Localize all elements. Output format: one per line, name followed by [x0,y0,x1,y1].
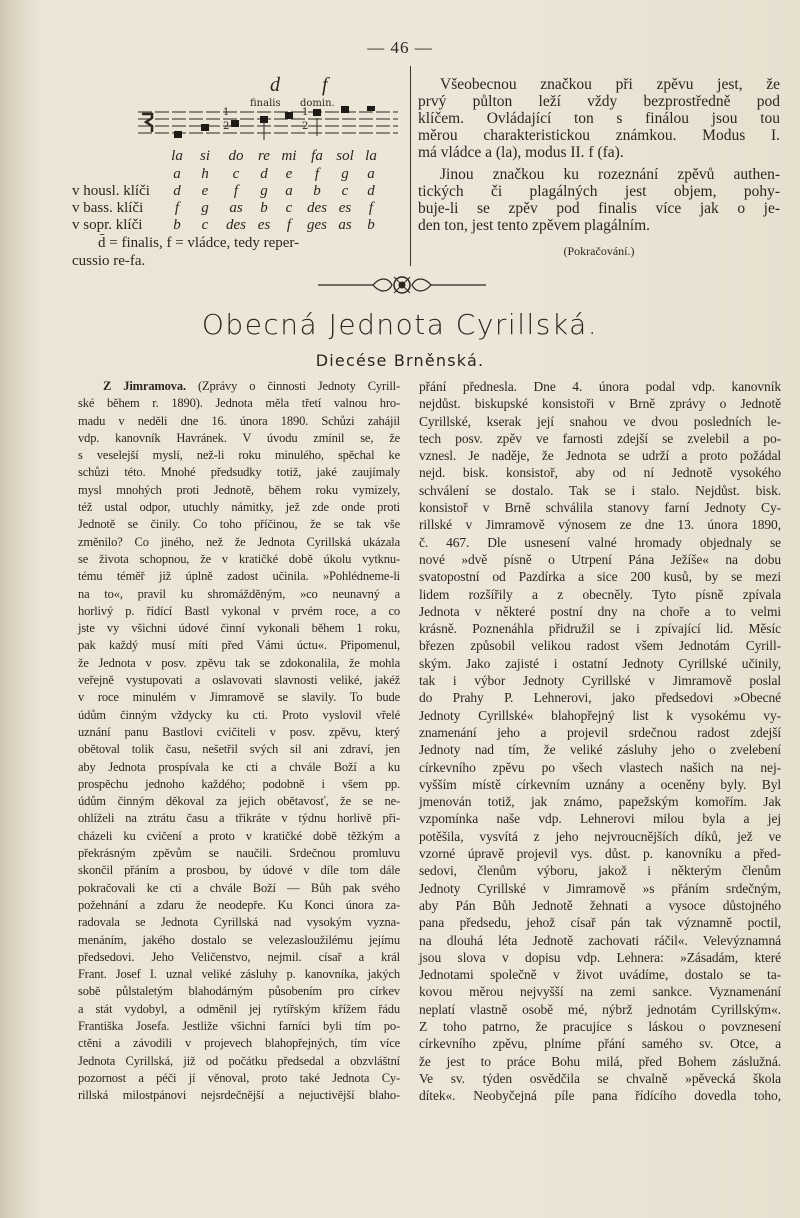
text-line: pokračovali ke cti a chvále Boží — Bůh pak svého [78,880,400,895]
note-cell: d [173,183,181,199]
text-line: že jest to práce Bohu milá, před Bohem záslužná. [419,1053,781,1069]
clef-label: v bass. klíči [72,200,144,216]
staff-mark: 1 [223,107,230,118]
article-subtitle: Diecése Brněnská. [315,351,485,370]
note-cell: d [367,183,375,199]
text-line: svatopostní od Pazdírka a sice 200 kusů, by se mezi [419,569,781,585]
note-cell: c [341,183,349,199]
staff-mark: 1 [302,107,309,118]
note-cell: la [365,148,377,164]
text-line: č. 467. Dle usnesení valné hromady objednaly se [419,534,781,550]
note-cell: b [367,217,375,233]
text-line: církevního zpěvu po všech vlastech našich na nej- [419,759,781,775]
text-line: s veselejší myslí, než-li roku minulého, spěchal ke [78,448,400,463]
lead-bold: Z Jimramova. [103,379,186,393]
text-line: jsou slova v dopisu vdp. Lehnera: »Zásadám, které [419,949,781,965]
note-cell: g [260,183,268,199]
text-line: konsistoř v Brně schválila stanovy farní Jednoty Cy- [419,500,781,516]
text-line: klíčem. Ovládající ton s finálou jsou tou [418,110,780,127]
text-line: ctěni a závodili v projevech blahopřejných, tím více [78,1036,400,1051]
text-line: v roce minulém v Jimramově se slavily. To bude [78,690,400,705]
text-line: ské během r. 1890). Jednota měla třetí valnou hro- [78,396,400,411]
text-line: veřejně vystupovati a oslavovati slavnosti veliké, jakéž [78,673,400,688]
finalis-label: finalis [250,98,281,109]
text-line: vzpomínka naše vdp. Lehnerovi milou byla a jej [419,811,781,827]
text-line: a stát vydobyl, a odměnil jej rytířským křížem řádu [78,1001,400,1016]
text-line: nejdůst. biskupské konsistoři v Brně zprávy o Jednotě [419,396,781,412]
clef-label: v sopr. klíči [72,217,143,233]
text-line: Cyrillské, kserak její snahou ve dvou posledních le- [419,413,781,429]
note-cell: re [258,148,270,164]
text-line: též ustal odpor, utuchly námitky, jež zde onde proti [78,500,400,515]
legend-line-2: cussio re-fa. [72,253,146,269]
text-line: ským. Jako zajisté i ostatní Jednoty Cyrillské učinily, [419,655,781,671]
note-cell: a [285,183,293,199]
text-line: na dlouhá léta Jednotě zachovati ráčil«. Velevýznamná [419,932,781,948]
text-line: Jednoty Cyrillské v Jimramově »s přáním srdečným, [419,880,781,896]
text-line: tak i výbor Jednoty Cyrillské v Jimramově poslal [419,673,781,689]
text-line: Jinou značkou ku rozeznání zpěvů authen- [440,166,780,183]
text-line: tému téměř již úplně zadost učinila. »Pohlédneme-li [78,569,400,584]
text-line: Jednota Cyrillská, již od počátku předsedal a obzvláštní [78,1053,400,1068]
text-line: neplatí vlastně osobě mé, nýbrž jednotám Cyrillským«. [419,1001,781,1017]
note-cell: c [285,200,293,216]
text-line: Františka Josefa. Jestliže všichni farníci byli tím po- [78,1018,400,1033]
text-line: církevního zpěvu, plníme přání samého sv. Otce, a [419,1036,781,1052]
text-line: překrásným zpěvům se naučili. Srdečnou promluvu [78,846,400,861]
text-line: vzorné úpravě projevil vys. důst. p. kanovníku a před- [419,846,781,862]
text-line: cházeli ku cvičení a proto v kratičké době těžkým a [78,828,400,843]
note-cell: d [260,166,268,182]
text-line: Frant. Josef I. uznal veliké zásluhy p. kanovníka, jakých [78,967,400,982]
column-divider [410,66,411,266]
note-cell: a [367,166,375,182]
text-line: krásně. Poznenáhla přidružil se i zpívající lid. Měsíc [419,621,781,637]
note-cell: es [338,200,352,216]
text-line: schůzi této. Mnohé předsudky totiž, jaké zaujímaly [78,465,400,480]
note-cell: h [201,166,209,182]
note-cell: fa [311,148,323,164]
note-cell: e [285,166,293,182]
text-line: pak každý musí míti před Vámi úctu«. Připomenul, [78,638,400,653]
text-line: Jednoty nad tím, že veliké zásluhy jeho o zvelebení [419,742,781,758]
dominant-label: domin. [300,98,335,109]
text-line: údům činným vždycky ku cti. Proto vyslovil vřelé [78,707,400,722]
note-cell: as [229,200,243,216]
text-line: vdp. kanovník Havránek. V úvodu zmínil se, že [78,430,400,445]
text-line: lidem rozšířily a z obecněly. Tyto písně zpívala [419,586,781,602]
text-line-rest: (Zprávy o činnosti Jednoty Cyrill- [185,379,401,393]
left-column [78,378,400,1104]
note-cell: es [257,217,271,233]
dominant-note: f [322,74,328,96]
note-cell: f [174,200,180,216]
note-cell: la [171,148,183,164]
continued-note: (Pokračování.) [563,244,635,258]
text-line: den ton, jest tento zpěvem plagálním. [418,217,651,234]
text-line: březen způsobil velikou radost všem Jednotám Cyrill- [419,638,781,654]
text-line: pana předsedu, jehož císař pán tak významně poctil, [419,915,781,931]
article-title: Obecná Jednota Cyrillská. [201,308,599,341]
note-cell: b [313,183,321,199]
clef-row [0,199,400,217]
text-line: sedovi, členům výboru, jakož i některým členům [419,863,781,879]
note-cell: f [314,166,320,182]
text-line: Všeobecnou značkou při zpěvu jest, že [440,76,780,93]
clef-label: v housl. klíči [72,183,150,199]
text-line: že Jednota v posv. zpěvu tak se zdokonalila, že mohla [78,655,400,670]
finalis-note: d [270,74,280,96]
text-line: uznání panu Bastlovi cvičiteli v posv. zpěvu, který [78,724,400,739]
text-line [78,378,400,395]
text-line: prvý půlton leží vždy bezprostředně pod [418,93,780,110]
note-cell: si [199,148,211,164]
text-line: Z toho patrno, že pracujíce s láskou o povznesení [419,1018,781,1034]
note-cell: as [338,217,352,233]
text-line: rillská milostpánovi nejsrdečnější a nejuctivější blaho- [78,1088,400,1103]
text-line: se života schopnou, že v kratičké době úkolu vytknu- [78,551,400,566]
text-line: aby Pán Bůh Jednotě žehnati a vysoce důstojného [419,897,781,913]
staff-mark: 2 [223,121,230,132]
text-line: buje-li se zpěv pod finalis více jak o je- [418,200,780,217]
note-cell: des [226,217,246,233]
text-line: přání přednesla. Dne 4. února podal vdp. kanovník [419,379,781,394]
top-right-paragraph-2 [418,166,780,234]
note-cell: b [173,217,181,233]
note-cell: e [201,183,209,199]
text-line: radovala se Jednota Cyrillská nad vysokým vyzna- [78,915,400,930]
note-cell: ges [307,217,327,233]
text-line: tech posv. zpěv ve farnosti zdejší se zvelebil a po- [419,430,781,446]
text-line: obětoval tolik času, nešetřil svých sil ani zdraví, jen [78,742,400,757]
note-cell: f [286,217,292,233]
note-cell: b [260,200,268,216]
text-line: nové »dvě písně o Utrpení Pána Ježíše« na dobu [419,551,781,567]
note-cell: c [232,166,240,182]
text-line: horlivý p. řídící Bastl vykonal v prvém roce, a co [78,603,400,618]
note-cell: sol [336,148,354,164]
text-line: Jednota v některé postní dny na choře a to velmi [419,603,781,619]
clef-row [0,216,400,234]
text-line: Jednotě se činily. Co toho příčinou, že se tak vše [78,517,400,532]
note-cell: mi [281,148,297,164]
text-line: má vládce a (la), modus II. f (fa). [418,144,624,161]
text-line: Jednotami společně v život uvádíme, dostalo se ta- [419,967,781,983]
text-line: tických či plagálných jest objem, pohy- [418,183,780,200]
note-cell: g [201,200,209,216]
text-line: kovou měrou nejvyšší na zemi sankce. Vyznamenání [419,984,781,1000]
text-line: na to«, pravil ku shromážděným, »co neunavný a [78,586,400,601]
text-line: Ve sv. týden osvědčila se chvalně »pěvecká škola [419,1070,781,1086]
top-right-paragraph-1 [418,76,780,161]
solmization-row [0,147,400,165]
text-line: aby Jednota prospívala ke cti a chvále Boží a ku [78,759,400,774]
note-cell: f [368,200,374,216]
clef-row [0,182,400,200]
note-cell: c [201,217,209,233]
text-line: rillské v Jimramově výnosem ze dne 13. února 1890, [419,517,781,533]
text-line: mysl mnohých proti Jednotě, během roku vymizely, [78,482,400,497]
note-cell: g [341,166,349,182]
note-cell: a [173,166,181,182]
text-line: předsedovi. Jeho Veličenstvo, nejmil. císař a král [78,949,400,964]
text-line: nejd. bisk. konsistoř, aby od ní Jednotě vysokého [419,465,781,481]
text-line: ohlíželi na ztrátu času a třikráte v týdnu horlivě při- [78,811,400,826]
text-line: do Prahy P. Lehnerovi, jako předsedovi »Obecné [419,690,781,706]
text-line: skončil přáním a prosbou, by údové v díle tom dále [78,863,400,878]
text-line: dítek«. Neobyčejná píle pana řídícího dovedla toho, [419,1088,781,1104]
text-line: požehnání a zdaru že neodepře. Ku Konci února za- [78,897,400,912]
clef-icon [142,114,152,132]
note-cell: f [233,183,239,199]
text-line: madu v neděli dne 16. února 1890. Schůzi zahájil [78,413,400,428]
letter-row [0,165,400,183]
staff-mark: 2 [302,121,309,132]
text-line: změnilo? Co jiného, než že Jednota Cyrillská ukázala [78,534,400,549]
note-cell: do [228,148,244,164]
text-line: jmenován totiž, jak známo, papežským komořím. Jak [419,794,781,810]
text-line: menáním, jakého dostalo se velezasloužilému jejímu [78,932,400,947]
ornament-divider-icon [318,272,486,298]
text-line: schválení se dostalo. Tak se i stalo. Nejdůst. bisk. [419,482,781,498]
text-line: Jednoty Cyrillské« blahopřejný list k vysokému vy- [419,707,781,723]
text-line: sobě půlstaletým blahodárným působením pro církev [78,984,400,999]
page-number: — 46 — [367,38,433,57]
chant-staff [138,106,400,142]
text-line: jste vy všichni údové činní vykonali během 1 roku, [78,621,400,636]
text-line: vyšším místě církevním uznány a oceněny byly. Byl [419,776,781,792]
legend-line: d̄ = finalis, f = vládce, tedy reper- [98,235,300,251]
right-column [419,378,781,1104]
text-line: měrou charakteristickou známkou. Modus I. [418,127,780,144]
text-line: potěšila, vysvítá z jeho nejvroucnějších díků, jež ve [419,828,781,844]
text-line: znamenání jeho a projevil srdečnou radost zdejší [419,724,781,740]
text-line: údům činným děkoval za jejich obětavosť, že se ne- [78,794,400,809]
note-cell: des [307,200,327,216]
text-line: prospěchu jednoho každého; podobně i všem pp. [78,776,400,791]
text-line: vznesl. Je naděje, že Jednota se udrží a proto požádal [419,448,781,464]
text-line: pozornost a péči jí věnoval, proto také Jednota Cy- [78,1070,400,1085]
